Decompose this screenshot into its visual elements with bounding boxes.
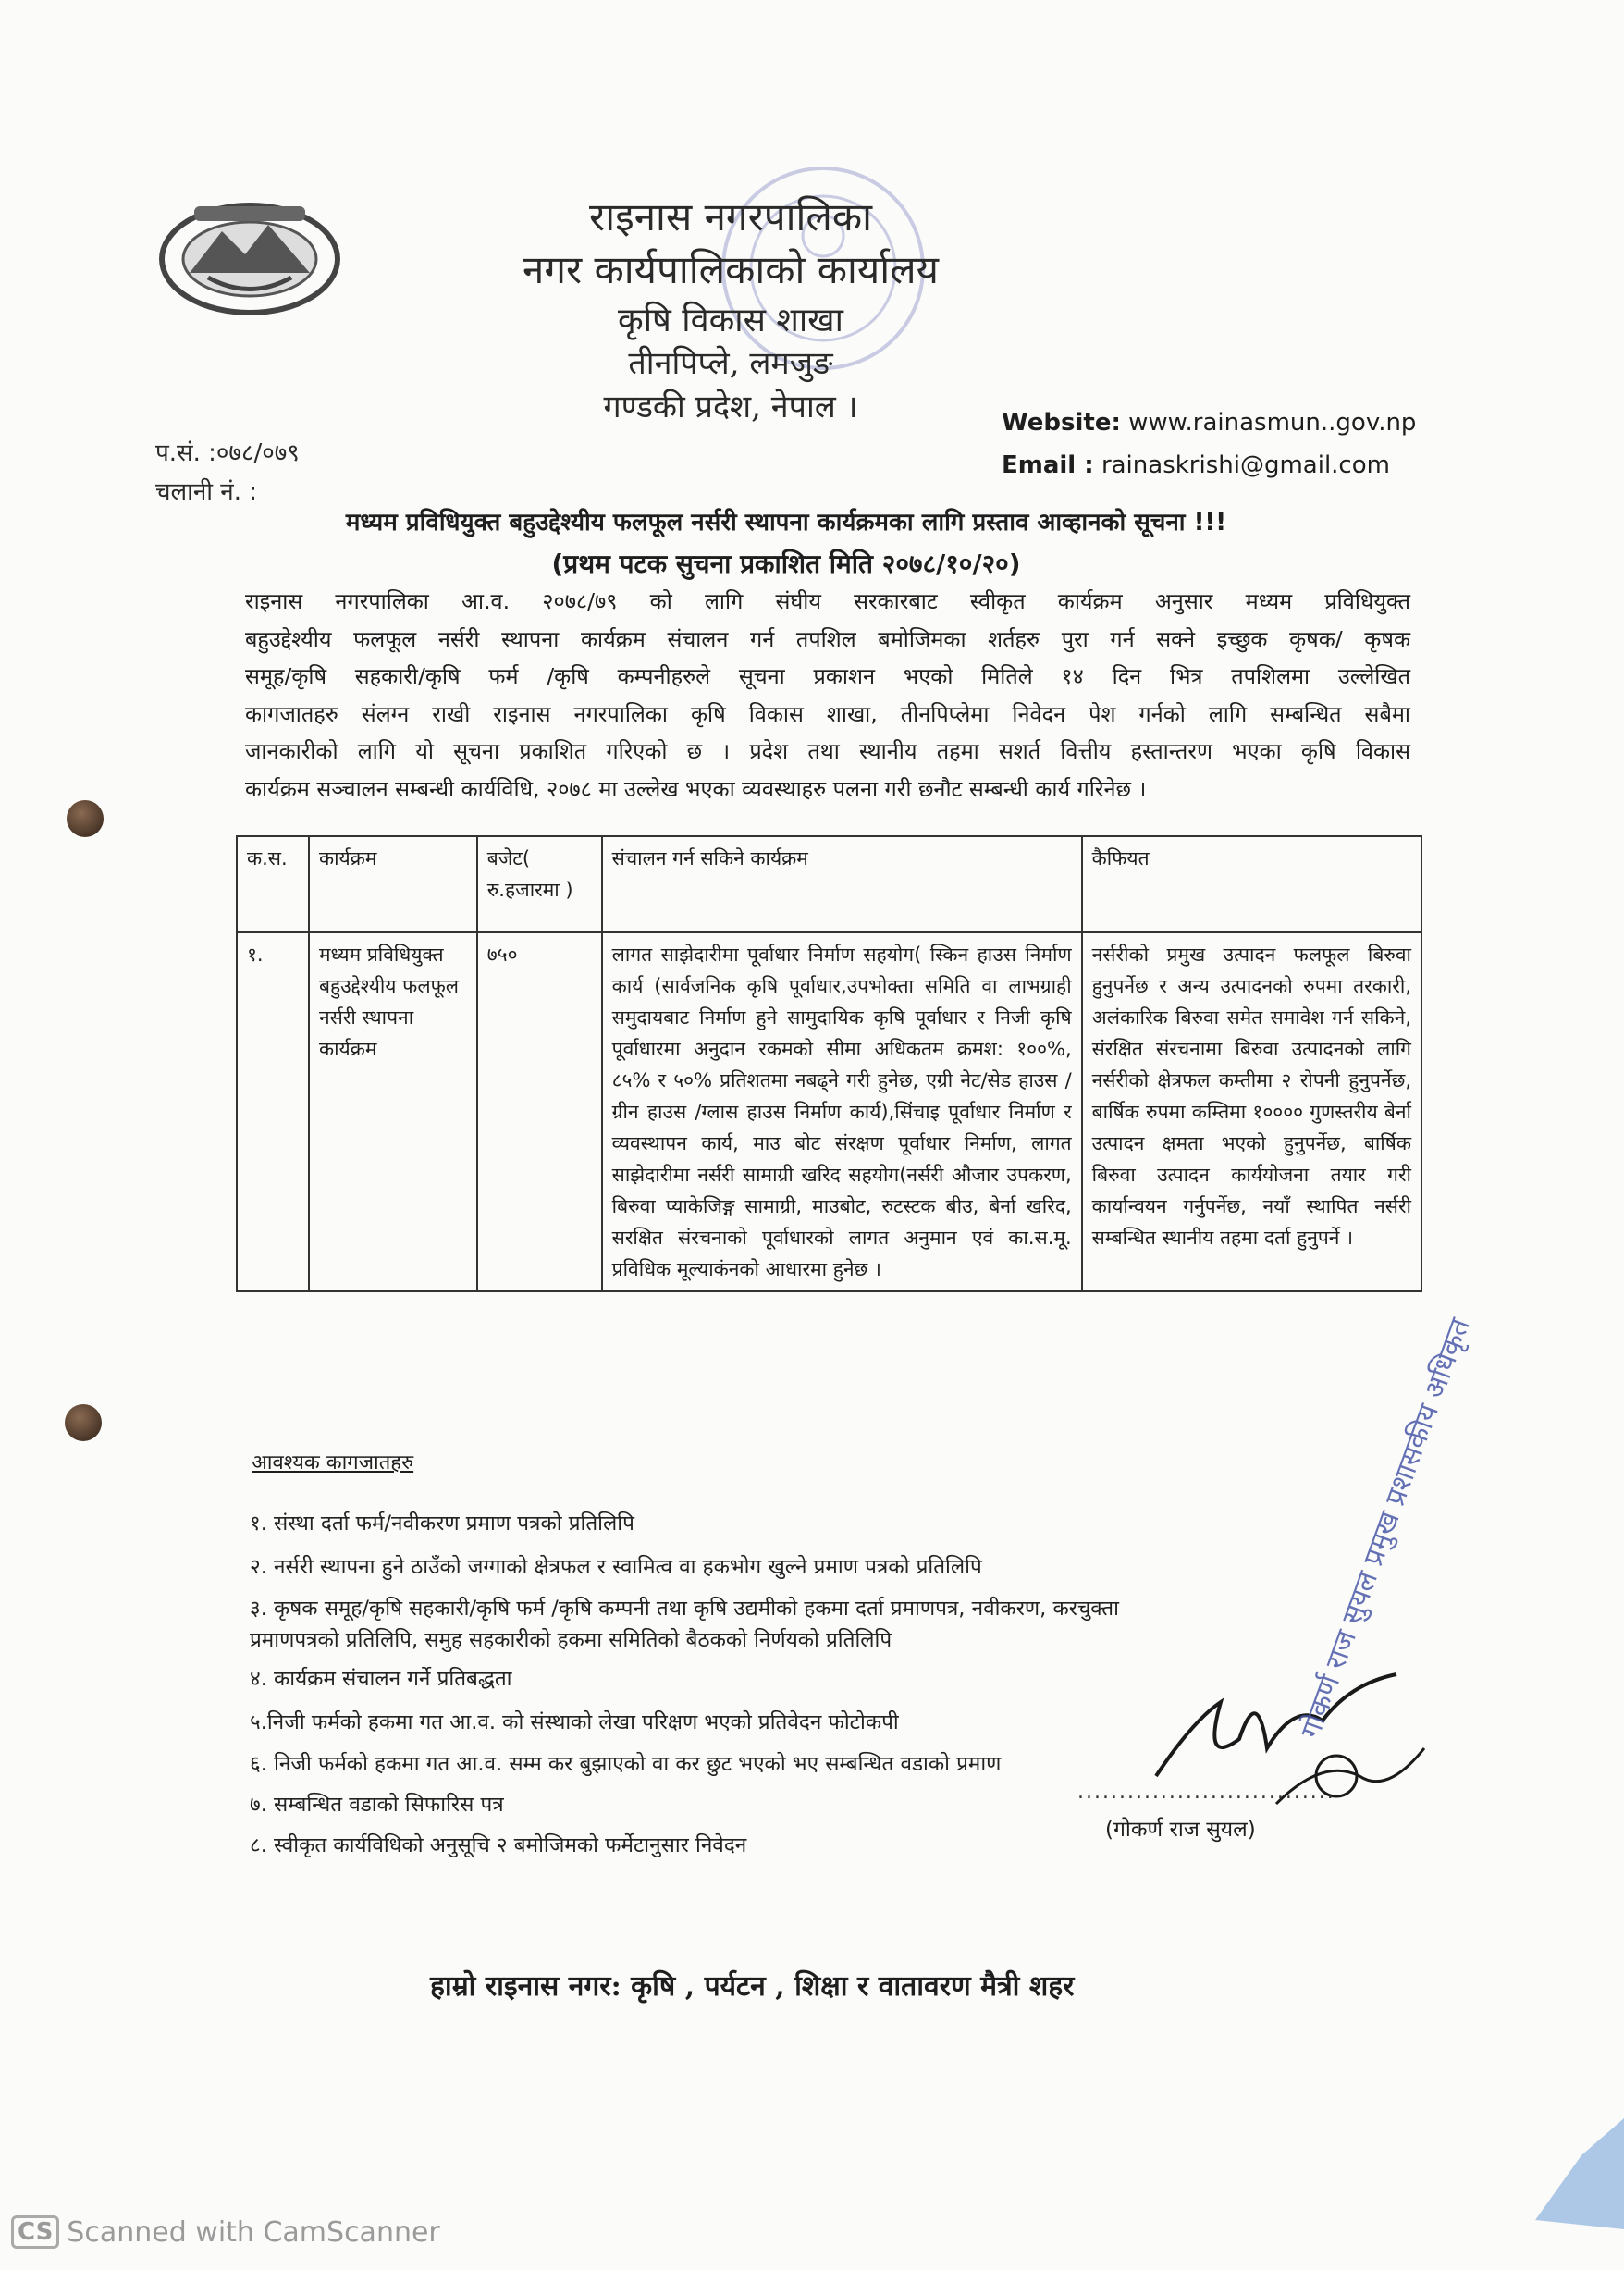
header-budget: बजेट( रु.हजारमा )	[477, 836, 602, 932]
website-link[interactable]: www.rainasmun..gov.np	[1128, 409, 1417, 437]
doc-item: ४. कार्यक्रम संचालन गर्ने प्रतिबद्धता	[250, 1667, 512, 1691]
paragraph-line: कार्यक्रम सञ्चालन सम्बन्धी कार्यविधि, २०७८ मा उल्लेख भएका व्यवस्थाहरु पलना गरी छनौट सम्बन्धी कार्य गरिनेछ ।	[245, 775, 1147, 802]
cell-budget: ७५०	[477, 932, 602, 1291]
paragraph-line: कागजातहरु संलग्न राखी राइनास नगरपालिका कृषि विकास शाखा, तीनपिप्लेमा निवेदन पेश गर्नको लागि सम्बन्धित सबैमा	[245, 700, 1410, 727]
header-address: तीनपिप्ले, लमजुङ	[628, 345, 833, 382]
dispatch-number: चलानी नं. :	[155, 478, 258, 506]
camscanner-watermark	[11, 2215, 440, 2249]
doc-item: प्रमाणपत्रको प्रतिलिपि, समुह सहकारीको हकमा समितिको बैठकको निर्णयको प्रतिलिपि	[250, 1628, 892, 1652]
doc-item: २. नर्सरी स्थापना हुने ठाउँको जग्गाको क्षेत्रफल र स्वामित्व वा हकभोग खुल्ने प्रमाण पत्रको प्रतिलिपि	[250, 1555, 982, 1579]
doc-item: ६. निजी फर्मको हकमा गत आ.व. सम्म कर बुझाएको वा कर छुट भएको भए सम्बन्धित वडाको प्रमाण	[250, 1752, 1002, 1776]
paragraph-line: जानकारीको लागि यो सूचना प्रकाशित गरिएको छ । प्रदेश तथा स्थानीय तहमा सशर्त वित्तीय हस्तान्तरण भएका कृषि विकास	[245, 738, 1410, 764]
header-activities: संचालन गर्न सकिने कार्यक्रम	[602, 836, 1082, 932]
doc-item: ३. कृषक समूह/कृषि सहकारी/कृषि फर्म /कृषि कम्पनी तथा कृषि उद्यमीको हकमा दर्ता प्रमाणपत्र, नवीकरण, करचुक्ता	[250, 1597, 1119, 1621]
municipality-emblem	[153, 190, 347, 319]
header-office: नगर कार्यपालिकाको कार्यालय	[523, 247, 939, 292]
header-remarks: कैफियत	[1082, 836, 1421, 932]
required-docs-title: आवश्यक कागजातहरु	[252, 1451, 414, 1474]
email-line	[1002, 451, 1390, 479]
header-branch: कृषि विकास शाखा	[618, 302, 843, 339]
signature-line: ...............................	[1077, 1781, 1335, 1804]
website-label: Website:	[1002, 409, 1121, 437]
email-label: Email :	[1002, 451, 1094, 479]
officer-stamp: गोकर्ण राज सुयल प्रमुख प्रशासकीय अधिकृत	[1294, 1314, 1477, 1743]
table-header-row	[237, 836, 1421, 932]
punch-hole	[65, 1404, 102, 1441]
table-row	[237, 932, 1421, 1291]
reference-number: प.सं. :०७८/०७९	[155, 439, 300, 467]
header-municipality: राइनास नगरपालिका	[589, 194, 872, 240]
slogan: हाम्रो राइनास नगर: कृषि , पर्यटन , शिक्षा र वातावरण मैत्री शहर	[430, 1970, 1075, 2003]
header-sn: क.स.	[237, 836, 309, 932]
notice-paragraph	[245, 583, 1410, 808]
punch-hole	[67, 800, 104, 837]
email-link[interactable]: rainaskrishi@gmail.com	[1101, 451, 1390, 479]
cell-program: मध्यम प्रविधियुक्त बहुउद्देश्यीय फलफूल नर्सरी स्थापना कार्यक्रम	[309, 932, 477, 1291]
header-program: कार्यक्रम	[309, 836, 477, 932]
paragraph-line: राइनास नगरपालिका आ.व. २०७८/७९ को लागि संघीय सरकारबाट स्वीकृत कार्यक्रम अनुसार मध्यम प्रविधियुक्त	[245, 588, 1410, 614]
cell-remarks: नर्सरीको प्रमुख उत्पादन फलफूल बिरुवा हुनुपर्नेछ र अन्य उत्पादनको रुपमा तरकारी, अलंकारिक बिरुवा समेत समावेश गर्न सकिने, संरक्षित संरचनामा बिरुवा उत्पादनको लागि नर्सरीको क्षेत्रफल कम्तीमा २ रोपनी हुनुपर्नेछ, बार्षिक रुपमा कम्तिमा १०००० गुणस्तरीय बेर्ना उत्पादन क्षमता भएको हुनुपर्नेछ, बार्षिक बिरुवा उत्पादन कार्ययोजना तयार गरी कार्यान्वयन गर्नुपर्नेछ, नयाँ स्थापित नर्सरी सम्बन्धित स्थानीय तहमा दर्ता हुनुपर्ने ।	[1082, 932, 1421, 1291]
doc-item: १. संस्था दर्ता फर्म/नवीकरण प्रमाण पत्रको प्रतिलिपि	[250, 1511, 634, 1536]
notice-title: मध्यम प्रविधियुक्त बहुउद्देश्यीय फलफूल नर्सरी स्थापना कार्यक्रमका लागि प्रस्ताव आव्हानको सूचना !!!	[345, 509, 1227, 537]
header-province: गण्डकी प्रदेश, नेपाल ।	[603, 389, 858, 426]
camscanner-text: Scanned with CamScanner	[67, 2215, 440, 2249]
camscanner-logo-icon: CS	[11, 2215, 59, 2249]
paragraph-line: समूह/कृषि सहकारी/कृषि फर्म /कृषि कम्पनीहरुले सूचना प्रकाशन भएको मितिले १४ दिन भित्र तपशिलमा उल्लेखित	[245, 663, 1410, 689]
page-corner-artifact	[1526, 2100, 1624, 2229]
doc-item: ५.निजी फर्मको हकमा गत आ.व. को संस्थाको लेखा परिक्षण भएको प्रतिवेदन फोटोकपी	[250, 1710, 899, 1734]
signature-scribble	[1138, 1665, 1443, 1832]
website-line	[1002, 409, 1416, 437]
paragraph-line: बहुउद्देश्यीय फलफूल नर्सरी स्थापना कार्यक्रम संचालन गर्न तपशिल बमोजिमका शर्तहरु पुरा गर्न सक्ने इच्छुक कृषक/ कृषक	[245, 625, 1410, 652]
cell-activities: लागत साझेदारीमा पूर्वाधार निर्माण सहयोग( स्किन हाउस निर्माण कार्य (सार्वजनिक कृषि पूर्वाधार,उपभोक्ता समिति वा लाभग्राही समुदायबाट निर्माण हुने सामुदायिक कृषि पूर्वाधार र निजी कृषि पूर्वाधारमा अनुदान रकमको सीमा अधिकतम क्रमश: १००%, ८५% र ५०% प्रतिशतमा नबढ्ने गरी हुनेछ, एग्री नेट/सेड हाउस /ग्रीन हाउस /ग्लास हाउस निर्माण कार्य),सिंचाइ पूर्वाधार निर्माण र व्यवस्थापन कार्य, माउ बोट संरक्षण पूर्वाधार निर्माण, लागत साझेदारीमा नर्सरी सामाग्री खरिद सहयोग(नर्सरी औजार उपकरण, बिरुवा प्याकेजिङ्ग सामाग्री, माउबोट, रुटस्टक बीउ, बेर्ना खरिद, सरक्षित संरचनाको पूर्वाधारको लागत अनुमान एवं का.स.मू. प्रविधिक मूल्याकंनको आधारमा हुनेछ ।	[602, 932, 1082, 1291]
doc-item: ७. सम्बन्धित वडाको सिफारिस पत्र	[250, 1793, 504, 1817]
signatory-name: (गोकर्ण राज सुयल)	[1105, 1818, 1256, 1842]
program-table	[236, 835, 1422, 1292]
notice-subtitle: (प्रथम पटक सुचना प्रकाशित मिति २०७८/१०/२०)	[551, 549, 1021, 579]
doc-item: ८. स्वीकृत कार्यविधिको अनुसूचि २ बमोजिमको फर्मेटानुसार निवेदन	[250, 1833, 747, 1857]
cell-sn: १.	[237, 932, 309, 1291]
